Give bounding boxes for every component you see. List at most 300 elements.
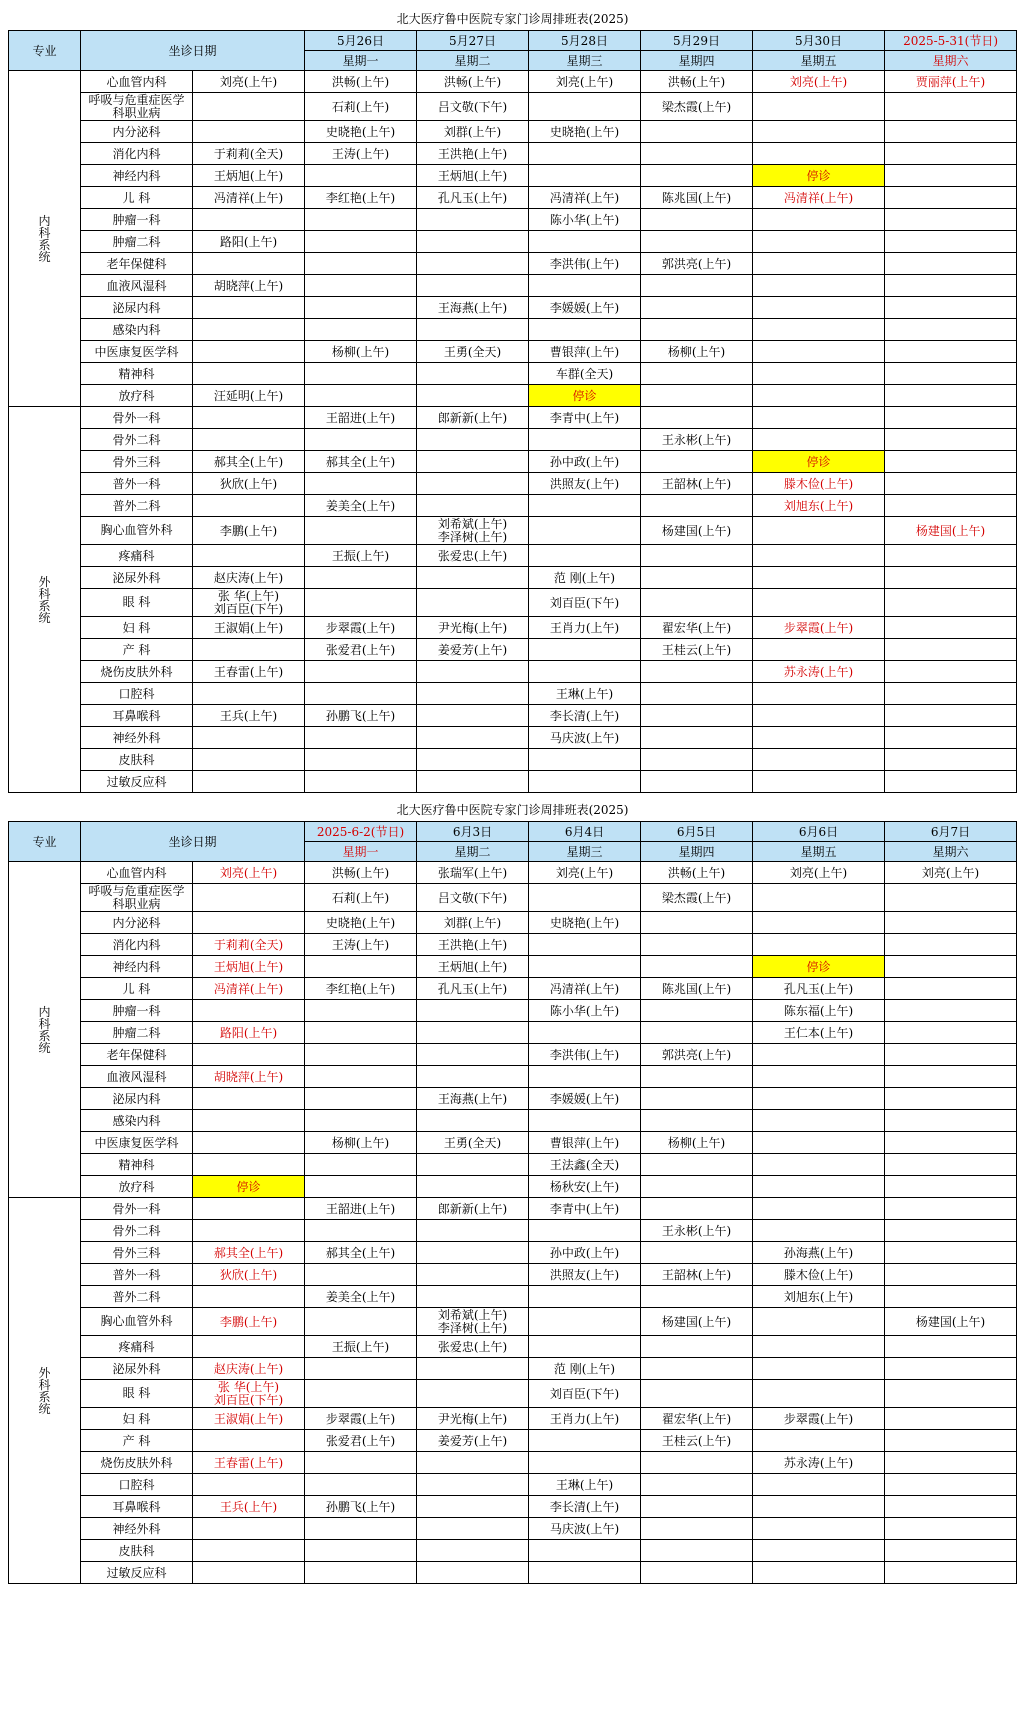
doctor-cell: 张瑞军(上午) <box>417 862 529 884</box>
doctor-cell: 刘亮(上午) <box>193 71 305 93</box>
schedule-row <box>9 253 1017 275</box>
department-name: 骨外一科 <box>81 407 193 429</box>
department-name: 呼吸与危重症医学科职业病 <box>81 93 193 121</box>
doctor-cell: 王仁本(上午) <box>753 1022 885 1044</box>
department-name: 神经外科 <box>81 1518 193 1540</box>
doctor-cell <box>193 1474 305 1496</box>
doctor-cell: 王韶进(上午) <box>305 407 417 429</box>
doctor-cell: 史晓艳(上午) <box>305 912 417 934</box>
doctor-cell <box>641 1176 753 1198</box>
doctor-cell <box>417 363 529 385</box>
department-name: 感染内科 <box>81 319 193 341</box>
doctor-cell: 王勇(全天) <box>417 1132 529 1154</box>
doctor-cell <box>193 1132 305 1154</box>
doctor-cell <box>641 727 753 749</box>
doctor-cell: 史晓艳(上午) <box>529 121 641 143</box>
doctor-cell <box>885 385 1017 407</box>
doctor-cell: 刘群(上午) <box>417 121 529 143</box>
doctor-cell <box>885 749 1017 771</box>
doctor-cell <box>417 1176 529 1198</box>
doctor-cell <box>641 165 753 187</box>
department-name: 皮肤科 <box>81 749 193 771</box>
doctor-cell <box>305 727 417 749</box>
doctor-cell <box>193 727 305 749</box>
doctor-cell <box>193 1336 305 1358</box>
doctor-cell <box>753 319 885 341</box>
doctor-cell <box>885 275 1017 297</box>
doctor-cell <box>193 1540 305 1562</box>
doctor-cell: 张爱忠(上午) <box>417 545 529 567</box>
doctor-cell: 李洪伟(上午) <box>529 253 641 275</box>
doctor-cell <box>193 545 305 567</box>
doctor-cell <box>885 617 1017 639</box>
doctor-cell: 郝其全(上午) <box>305 451 417 473</box>
department-name: 内分泌科 <box>81 912 193 934</box>
doctor-cell: 王桂云(上午) <box>641 1430 753 1452</box>
doctor-cell <box>885 545 1017 567</box>
doctor-cell: 刘百臣(下午) <box>529 1380 641 1408</box>
department-name: 儿 科 <box>81 978 193 1000</box>
schedule-row <box>9 165 1017 187</box>
doctor-cell <box>193 1088 305 1110</box>
doctor-cell <box>641 1518 753 1540</box>
doctor-cell <box>641 385 753 407</box>
doctor-cell <box>417 1496 529 1518</box>
schedule-row <box>9 1110 1017 1132</box>
doctor-cell: 王炳旭(上午) <box>417 165 529 187</box>
schedule-row <box>9 1308 1017 1336</box>
doctor-cell <box>885 1496 1017 1518</box>
doctor-cell <box>305 363 417 385</box>
department-name: 内分泌科 <box>81 121 193 143</box>
doctor-cell <box>417 429 529 451</box>
doctor-cell <box>641 589 753 617</box>
doctor-cell <box>305 517 417 545</box>
doctor-cell: 范 刚(上午) <box>529 567 641 589</box>
doctor-cell: 王海燕(上午) <box>417 297 529 319</box>
department-name: 肿瘤二科 <box>81 1022 193 1044</box>
doctor-cell <box>305 1308 417 1336</box>
doctor-cell <box>885 639 1017 661</box>
doctor-cell <box>193 912 305 934</box>
doctor-cell <box>641 683 753 705</box>
doctor-cell <box>885 121 1017 143</box>
doctor-cell: 洪畅(上午) <box>641 71 753 93</box>
doctor-cell: 王韶林(上午) <box>641 1264 753 1286</box>
doctor-cell <box>885 407 1017 429</box>
system-label <box>9 71 81 407</box>
doctor-cell <box>753 275 885 297</box>
doctor-cell <box>641 1286 753 1308</box>
day-date-header: 5月29日 <box>641 31 753 51</box>
doctor-cell <box>753 1198 885 1220</box>
department-name: 消化内科 <box>81 934 193 956</box>
doctor-cell: 王淑娟(上午) <box>193 1408 305 1430</box>
doctor-cell: 杨柳(上午) <box>305 1132 417 1154</box>
doctor-cell <box>641 771 753 793</box>
doctor-cell: 陈小华(上午) <box>529 209 641 231</box>
doctor-cell <box>417 253 529 275</box>
department-name: 神经外科 <box>81 727 193 749</box>
doctor-cell: 范 刚(上午) <box>529 1358 641 1380</box>
schedule-row <box>9 1496 1017 1518</box>
doctor-cell <box>641 1474 753 1496</box>
doctor-cell: 王肖力(上午) <box>529 617 641 639</box>
department-name: 妇 科 <box>81 1408 193 1430</box>
doctor-cell <box>885 567 1017 589</box>
doctor-cell: 冯清祥(上午) <box>529 187 641 209</box>
doctor-cell: 洪照友(上午) <box>529 1264 641 1286</box>
doctor-cell: 陈兆国(上午) <box>641 187 753 209</box>
doctor-cell: 王涛(上午) <box>305 934 417 956</box>
department-name: 老年保健科 <box>81 253 193 275</box>
doctor-cell: 李青中(上午) <box>529 407 641 429</box>
doctor-cell: 冯清祥(上午) <box>753 187 885 209</box>
doctor-cell <box>305 1154 417 1176</box>
doctor-cell: 陈东福(上午) <box>753 1000 885 1022</box>
doctor-cell <box>193 319 305 341</box>
doctor-cell <box>417 1562 529 1584</box>
day-date-header: 6月3日 <box>417 822 529 842</box>
system-label <box>9 1198 81 1584</box>
doctor-cell <box>529 661 641 683</box>
doctor-names: 张 华(上午) 刘百臣(下午) <box>213 1379 284 1407</box>
doctor-cell <box>753 407 885 429</box>
department-name: 中医康复医学科 <box>81 341 193 363</box>
schedule-row <box>9 319 1017 341</box>
department-name: 精神科 <box>81 363 193 385</box>
department-name: 消化内科 <box>81 143 193 165</box>
doctor-cell <box>193 1154 305 1176</box>
schedule-row <box>9 71 1017 93</box>
doctor-cell <box>305 231 417 253</box>
doctor-cell: 刘亮(上午) <box>529 862 641 884</box>
doctor-cell <box>753 1220 885 1242</box>
department-name: 血液风湿科 <box>81 275 193 297</box>
schedule-row <box>9 473 1017 495</box>
doctor-cell: 于莉莉(全天) <box>193 934 305 956</box>
doctor-cell <box>885 1562 1017 1584</box>
doctor-cell: 步翠霞(上午) <box>305 1408 417 1430</box>
doctor-cell: 路阳(上午) <box>193 1022 305 1044</box>
doctor-cell <box>885 473 1017 495</box>
doctor-cell: 王海燕(上午) <box>417 1088 529 1110</box>
department-name: 眼 科 <box>81 1380 193 1408</box>
doctor-cell <box>417 1540 529 1562</box>
header-row-dates <box>9 31 1017 51</box>
doctor-cell <box>193 1000 305 1022</box>
department-name: 烧伤皮肤外科 <box>81 661 193 683</box>
doctor-cell <box>417 1264 529 1286</box>
doctor-cell <box>753 705 885 727</box>
department-name: 肿瘤二科 <box>81 231 193 253</box>
doctor-cell <box>753 1132 885 1154</box>
schedule-row <box>9 429 1017 451</box>
doctor-cell <box>529 1336 641 1358</box>
doctor-cell: 王洪艳(上午) <box>417 934 529 956</box>
doctor-cell <box>417 1358 529 1380</box>
schedule-row <box>9 1336 1017 1358</box>
doctor-cell: 郎新新(上午) <box>417 1198 529 1220</box>
doctor-cell <box>305 275 417 297</box>
doctor-cell: 王法鑫(全天) <box>529 1154 641 1176</box>
schedule-row <box>9 862 1017 884</box>
schedule-row <box>9 341 1017 363</box>
day-weekday-header: 星期三 <box>529 51 641 71</box>
doctor-cell: 李长清(上午) <box>529 705 641 727</box>
schedule-row <box>9 1022 1017 1044</box>
doctor-cell <box>885 1380 1017 1408</box>
doctor-cell: 洪畅(上午) <box>417 71 529 93</box>
doctor-cell: 孔凡玉(上午) <box>417 187 529 209</box>
doctor-names: 刘希斌(上午) 李泽树(上午) <box>437 516 508 544</box>
doctor-cell <box>753 363 885 385</box>
schedule-row <box>9 589 1017 617</box>
doctor-cell: 杨秋安(上午) <box>529 1176 641 1198</box>
doctor-cell: 李长清(上午) <box>529 1496 641 1518</box>
doctor-cell: 郝其全(上午) <box>305 1242 417 1264</box>
system-label <box>9 407 81 793</box>
day-date-header: 6月4日 <box>529 822 641 842</box>
schedule-row <box>9 1358 1017 1380</box>
doctor-cell <box>753 1336 885 1358</box>
doctor-cell <box>885 727 1017 749</box>
doctor-cell: 汪延明(上午) <box>193 385 305 407</box>
doctor-cell <box>305 297 417 319</box>
doctor-cell: 李媛媛(上午) <box>529 297 641 319</box>
doctor-cell <box>753 93 885 121</box>
doctor-cell <box>305 1358 417 1380</box>
doctor-cell: 李鹏(上午) <box>193 1308 305 1336</box>
schedule-row <box>9 1154 1017 1176</box>
system-label-text: 内科系统 <box>38 1004 51 1055</box>
doctor-cell: 王振(上午) <box>305 1336 417 1358</box>
schedule-row <box>9 617 1017 639</box>
day-weekday-header: 星期四 <box>641 842 753 862</box>
doctor-cell: 吕文敬(下午) <box>417 93 529 121</box>
doctor-cell: 洪畅(上午) <box>305 71 417 93</box>
doctor-cell <box>641 297 753 319</box>
schedule-row <box>9 1562 1017 1584</box>
date-header: 坐诊日期 <box>81 822 305 862</box>
schedule-row <box>9 1176 1017 1198</box>
department-name: 口腔科 <box>81 683 193 705</box>
doctor-cell <box>529 956 641 978</box>
doctor-cell: 狄欣(上午) <box>193 473 305 495</box>
schedule-title: 北大医疗鲁中医院专家门诊周排班表(2025) <box>396 12 629 26</box>
schedule-row <box>9 661 1017 683</box>
doctor-cell: 冯清祥(上午) <box>193 978 305 1000</box>
doctor-cell <box>885 1242 1017 1264</box>
doctor-cell: 路阳(上午) <box>193 231 305 253</box>
doctor-cell <box>885 978 1017 1000</box>
doctor-cell <box>885 1264 1017 1286</box>
schedule-row <box>9 1286 1017 1308</box>
department-name: 普外一科 <box>81 473 193 495</box>
doctor-cell: 刘亮(上午) <box>193 862 305 884</box>
doctor-cell <box>885 297 1017 319</box>
doctor-cell <box>885 771 1017 793</box>
day-weekday-header: 星期一 <box>305 842 417 862</box>
doctor-cell <box>641 363 753 385</box>
department-name: 放疗科 <box>81 1176 193 1198</box>
doctor-cell <box>193 363 305 385</box>
doctor-cell <box>753 253 885 275</box>
doctor-cell <box>753 1518 885 1540</box>
doctor-cell: 王炳旭(上午) <box>193 956 305 978</box>
department-name: 过敏反应科 <box>81 771 193 793</box>
schedule-row <box>9 934 1017 956</box>
doctor-cell <box>417 1220 529 1242</box>
doctor-cell <box>641 1358 753 1380</box>
doctor-cell: 苏永涛(上午) <box>753 661 885 683</box>
doctor-cell: 王琳(上午) <box>529 683 641 705</box>
schedule-row <box>9 93 1017 121</box>
doctor-cell <box>529 495 641 517</box>
doctor-cell: 苏永涛(上午) <box>753 1452 885 1474</box>
doctor-cell: 洪畅(上午) <box>305 862 417 884</box>
schedule-row <box>9 231 1017 253</box>
doctor-cell <box>529 1430 641 1452</box>
schedule-row <box>9 517 1017 545</box>
doctor-cell: 翟宏华(上午) <box>641 617 753 639</box>
schedule-row <box>9 451 1017 473</box>
department-name: 眼 科 <box>81 589 193 617</box>
doctor-cell <box>885 1286 1017 1308</box>
doctor-cell: 梁杰霞(上午) <box>641 93 753 121</box>
doctor-cell <box>753 1496 885 1518</box>
department-name: 普外一科 <box>81 1264 193 1286</box>
doctor-cell <box>885 231 1017 253</box>
department-name: 普外二科 <box>81 495 193 517</box>
doctor-cell <box>641 1066 753 1088</box>
doctor-cell <box>641 1198 753 1220</box>
doctor-cell: 于莉莉(全天) <box>193 143 305 165</box>
doctor-cell: 赵庆涛(上午) <box>193 1358 305 1380</box>
doctor-cell <box>641 1540 753 1562</box>
doctor-cell <box>305 319 417 341</box>
day-date-header: 2025-5-31(节日) <box>885 31 1017 51</box>
doctor-cell: 孔凡玉(上午) <box>753 978 885 1000</box>
department-name: 皮肤科 <box>81 1540 193 1562</box>
doctor-cell <box>305 771 417 793</box>
doctor-cell <box>305 209 417 231</box>
doctor-cell: 刘亮(上午) <box>885 862 1017 884</box>
doctor-cell <box>529 1562 641 1584</box>
doctor-cell: 杨柳(上午) <box>641 341 753 363</box>
doctor-cell: 陈兆国(上午) <box>641 978 753 1000</box>
specialty-header: 专业 <box>9 822 81 862</box>
doctor-cell: 杨柳(上午) <box>305 341 417 363</box>
department-name: 放疗科 <box>81 385 193 407</box>
department-name: 儿 科 <box>81 187 193 209</box>
doctor-cell <box>417 749 529 771</box>
doctor-cell <box>529 1308 641 1336</box>
header-row-dates <box>9 822 1017 842</box>
doctor-cell: 吕文敬(下午) <box>417 884 529 912</box>
doctor-cell <box>641 1110 753 1132</box>
department-name: 心血管内科 <box>81 862 193 884</box>
schedule-row <box>9 1430 1017 1452</box>
department-name: 产 科 <box>81 1430 193 1452</box>
department-name: 泌尿外科 <box>81 567 193 589</box>
doctor-cell <box>305 567 417 589</box>
doctor-cell <box>641 121 753 143</box>
doctor-cell <box>417 231 529 253</box>
doctor-cell <box>753 209 885 231</box>
doctor-cell <box>529 275 641 297</box>
doctor-cell <box>417 1518 529 1540</box>
doctor-cell <box>529 1110 641 1132</box>
day-weekday-header: 星期二 <box>417 51 529 71</box>
doctor-cell: 王桂云(上午) <box>641 639 753 661</box>
schedule-row <box>9 683 1017 705</box>
doctor-cell <box>417 319 529 341</box>
doctor-cell <box>641 1336 753 1358</box>
day-weekday-header: 星期三 <box>529 842 641 862</box>
doctor-cell <box>193 1220 305 1242</box>
doctor-cell <box>753 639 885 661</box>
title-row <box>9 799 1017 822</box>
doctor-cell: 王韶林(上午) <box>641 473 753 495</box>
doctor-cell <box>885 1358 1017 1380</box>
day-date-header: 2025-6-2(节日) <box>305 822 417 842</box>
doctor-cell <box>305 253 417 275</box>
doctor-cell: 李鹏(上午) <box>193 517 305 545</box>
doctor-cell <box>529 1066 641 1088</box>
doctor-cell <box>529 93 641 121</box>
doctor-cell <box>305 1452 417 1474</box>
schedule-row <box>9 1518 1017 1540</box>
doctor-cell <box>529 165 641 187</box>
doctor-cell <box>417 661 529 683</box>
doctor-cell <box>885 1336 1017 1358</box>
schedule-row <box>9 1380 1017 1408</box>
doctor-cell: 步翠霞(上午) <box>753 1408 885 1430</box>
doctor-cell <box>529 749 641 771</box>
doctor-cell <box>885 1154 1017 1176</box>
department-name: 精神科 <box>81 1154 193 1176</box>
doctor-cell <box>193 589 305 617</box>
department-name: 血液风湿科 <box>81 1066 193 1088</box>
doctor-cell <box>885 956 1017 978</box>
schedule-row <box>9 1088 1017 1110</box>
day-date-header: 5月30日 <box>753 31 885 51</box>
doctor-cell <box>885 319 1017 341</box>
schedule-row <box>9 363 1017 385</box>
doctor-cell: 王炳旭(上午) <box>417 956 529 978</box>
doctor-cell <box>885 1000 1017 1022</box>
clinic-closed-cell: 停诊 <box>193 1176 305 1198</box>
doctor-cell <box>885 1220 1017 1242</box>
doctor-cell <box>885 1022 1017 1044</box>
doctor-cell <box>305 473 417 495</box>
schedule-row <box>9 1540 1017 1562</box>
doctor-cell <box>193 1198 305 1220</box>
doctor-cell <box>305 749 417 771</box>
doctor-cell <box>885 341 1017 363</box>
doctor-cell: 杨建国(上午) <box>641 517 753 545</box>
day-date-header: 6月5日 <box>641 822 753 842</box>
doctor-cell <box>305 1264 417 1286</box>
doctor-cell: 步翠霞(上午) <box>753 617 885 639</box>
doctor-cell <box>885 495 1017 517</box>
doctor-cell <box>753 1044 885 1066</box>
doctor-cell <box>305 1518 417 1540</box>
doctor-cell: 冯清祥(上午) <box>529 978 641 1000</box>
doctor-cell: 李红艳(上午) <box>305 187 417 209</box>
doctor-cell <box>529 771 641 793</box>
